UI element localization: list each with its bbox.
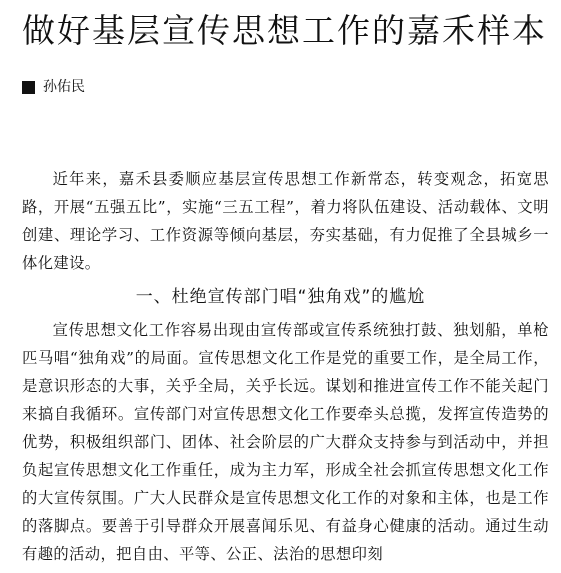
body-paragraph: 宣传思想文化工作容易出现由宣传部或宣传系统独打鼓、独划船，单枪匹马唱“独角戏”的局面。宣传思想文化工作是党的重要工作，是全局工作，是意识形态的大事，关乎全局，关乎长远。谋划和推进宣传工作不能关起门来搞自我循环。宣传部门对宣传思想文化工作要牵头总揽，发挥宣传造势的优势，积极组织部门、团体、社会阶层的广大群众支持参与到活动中，并担负起宣传思想文化工作重任，成为主力军，形成全社会抓宣传思想文化工作的大宣传氛围。广大人民群众是宣传思想文化工作的对象和主体，也是工作的落脚点。要善于引导群众开展喜闻乐见、有益身心健康的活动。通过生动有趣的活动，把自由、平等、公正、法治的思想印刻 xyxy=(22,321,549,563)
intro-paragraph: 近年来，嘉禾县委顺应基层宣传思想工作新常态，转变观念，拓宽思路，开展“五强五比”，实施“三五工程”，着力将队伍建设、活动载体、文明创建、理论学习、工作资源等倾向基层，夯实基础，有力促推了全县城乡一体化建设。 xyxy=(22,170,549,272)
author-name: 孙佑民 xyxy=(43,79,85,95)
black-square-icon xyxy=(22,81,35,94)
article-title: 做好基层宣传思想工作的嘉禾样本 xyxy=(22,11,547,50)
author-line xyxy=(22,78,85,96)
section-heading: 一、杜绝宣传部门唱“独角戏”的尴尬 xyxy=(135,287,426,307)
